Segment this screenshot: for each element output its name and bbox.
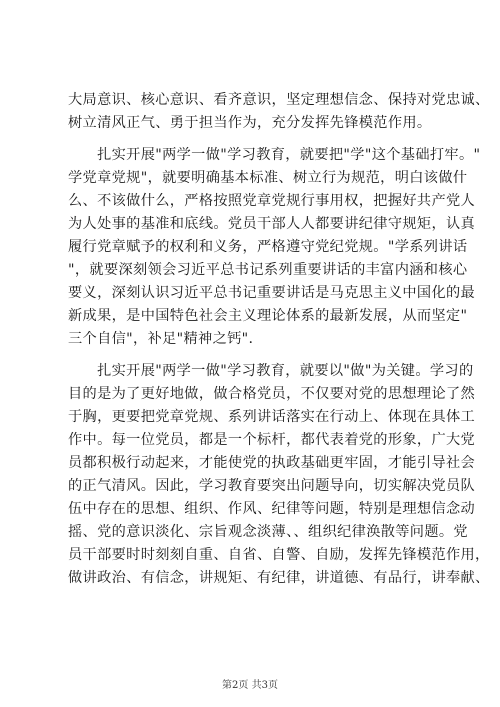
text-line: 的正气清风。因此，学习教育要突出问题导向，切实解决党员队: [68, 478, 476, 494]
text-line: 三个自信"，补足"精神之钙".: [68, 331, 254, 347]
text-line: 摇、党的意识淡化、宗旨观念淡薄、、组织纪律涣散等问题。党: [68, 524, 468, 540]
text-line: 作中。每一位党员，都是一个标杆，都代表着党的形象，广大党: [68, 432, 476, 448]
text-line: 新成果，是中国特色社会主义理论体系的最新发展，从而坚定": [68, 308, 468, 324]
text-line: 为人处事的基准和底线。党员干部人人都要讲纪律守规矩，认真: [68, 216, 476, 232]
text-line: 员都积极行动起来，才能使党的执政基础更牢固，才能引导社会: [68, 455, 476, 471]
text-line: 树立清风正气、勇于担当作为，充分发挥先锋模范作用。: [68, 115, 432, 131]
page-number-footer: 第2页 共3页: [222, 680, 278, 691]
text-line: 履行党章赋予的权利和义务，严格遵守党纪党规。"学系列讲话: [68, 239, 468, 255]
text-line: 么、不该做什么，严格按照党章党规行事用权，把握好共产党人: [68, 193, 476, 209]
text-line: 大局意识、核心意识、看齐意识，坚定理想信念、保持对党忠诚、: [68, 92, 490, 108]
text-line: 学党章党规"，就要明确基本标准、树立行为规范，明白该做什: [68, 170, 468, 186]
text-line: 扎实开展"两学一做"学习教育，就要以"做"为关键。学习的: [68, 363, 474, 379]
text-line: "，就要深刻领会习近平总书记系列重要讲话的丰富内涵和核心: [68, 262, 468, 278]
text-line: 扎实开展"两学一做"学习教育，就要把"学"这个基础打牢。": [68, 147, 481, 163]
text-line: 于胸，更要把党章党规、系列讲话落实在行动上、体现在具体工: [68, 409, 476, 425]
text-line: 做讲政治、有信念，讲规矩、有纪律，讲道德、有品行，讲奉献、: [68, 570, 490, 586]
text-line: 要义，深刻认识习近平总书记重要讲话是马克思主义中国化的最: [68, 285, 476, 301]
text-line: 目的是为了更好地做，做合格党员，不仅要对党的思想理论了然: [68, 386, 476, 402]
text-line: 伍中存在的思想、组织、作风、纪律等问题，特别是理想信念动: [68, 501, 476, 517]
text-line: 员干部要时时刻刻自重、自省、自警、自励，发挥先锋模范作用，: [68, 547, 490, 563]
